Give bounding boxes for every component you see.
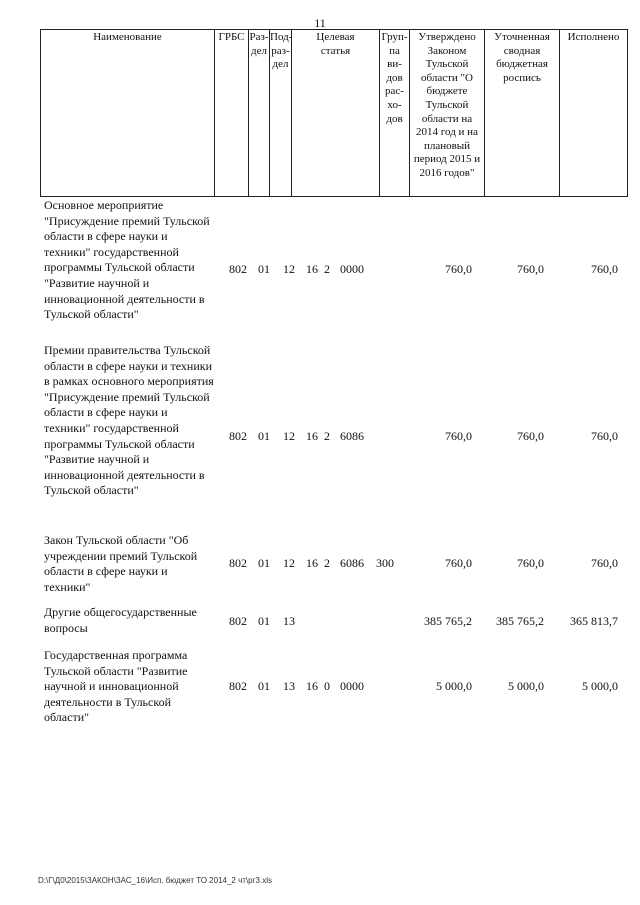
table-header: [40, 29, 628, 197]
row-target-code: 0000: [340, 679, 364, 693]
row-refined: 385 765,2: [496, 614, 544, 628]
row-name: Государственная программа Тульской области "Развитие научной и инновационной деятельности в Тульской области": [44, 648, 188, 725]
page-number: 11: [314, 16, 326, 30]
row-name: Закон Тульской области "Об учреждении премий Тульской области в сфере науки и техники": [44, 533, 198, 594]
row-target-code: 0000: [340, 262, 364, 276]
row-executed: 5 000,0: [582, 679, 618, 693]
row-target-code: 6086: [340, 556, 364, 570]
row-grbs: 802: [229, 679, 247, 693]
header-approved: Утверждено Законом Тульской области "О бюджете Тульской области на 2014 год и на плановый период 2015 и 2016 годов": [410, 30, 485, 197]
row-target-program: 16: [306, 679, 318, 693]
row-refined: 760,0: [517, 262, 544, 276]
table-row: [40, 343, 630, 533]
row-executed: 365 813,7: [570, 614, 618, 628]
row-target-program: 16: [306, 262, 318, 276]
row-podrazdel: 12: [283, 262, 295, 276]
row-grbs: 802: [229, 614, 247, 628]
row-name: Другие общегосударственные вопросы: [44, 605, 197, 635]
row-group: 300: [376, 556, 394, 570]
row-target-sub: 2: [324, 556, 330, 570]
header-podrazdel: Под- раз- дел: [270, 30, 292, 197]
row-approved: 760,0: [445, 556, 472, 570]
row-podrazdel: 12: [283, 556, 295, 570]
row-grbs: 802: [229, 429, 247, 443]
row-target-code: 6086: [340, 429, 364, 443]
header-razdel: Раз- дел: [249, 30, 270, 197]
row-name: Основное мероприятие "Присуждение премий Тульской области в сфере науки и техники" государственной программы Тульской области "Развитие научной и инновационной деятельности в Тульской области": [44, 198, 210, 322]
row-executed: 760,0: [591, 429, 618, 443]
header-target: Целевая статья: [292, 30, 380, 197]
row-approved: 5 000,0: [436, 679, 472, 693]
header-executed: Исполнено: [560, 30, 628, 197]
row-podrazdel: 13: [283, 679, 295, 693]
table-row: [40, 533, 630, 605]
table-row: [40, 198, 630, 343]
row-grbs: 802: [229, 556, 247, 570]
row-podrazdel: 13: [283, 614, 295, 628]
header-refined: Уточненная сводная бюджетная роспись: [485, 30, 560, 197]
row-approved: 385 765,2: [424, 614, 472, 628]
table-row: [40, 605, 630, 647]
row-approved: 760,0: [445, 429, 472, 443]
row-razdel: 01: [258, 614, 270, 628]
row-executed: 760,0: [591, 556, 618, 570]
row-target-program: 16: [306, 556, 318, 570]
row-name: Премии правительства Тульской области в сфере науки и техники в рамках основного мероприятия "Присуждение премий Тульской области в сфере науки и техники" государственной программы Тульской области "Развитие научной и инновационной деятельности в Тульской области": [44, 343, 214, 498]
row-refined: 5 000,0: [508, 679, 544, 693]
row-target-program: 16: [306, 429, 318, 443]
row-target-sub: 0: [324, 679, 330, 693]
table-row: [40, 648, 630, 738]
row-razdel: 01: [258, 429, 270, 443]
row-grbs: 802: [229, 262, 247, 276]
header-name: Наименование: [41, 30, 215, 197]
row-razdel: 01: [258, 262, 270, 276]
row-podrazdel: 12: [283, 429, 295, 443]
row-executed: 760,0: [591, 262, 618, 276]
row-refined: 760,0: [517, 429, 544, 443]
row-razdel: 01: [258, 679, 270, 693]
file-path-footer: D:\Г\Д0\2015\ЗАКОН\ЗАС_16\Исп. бюджет ТО 2014_2 чт\рг3.xls: [38, 876, 272, 885]
row-target-sub: 2: [324, 262, 330, 276]
row-refined: 760,0: [517, 556, 544, 570]
row-approved: 760,0: [445, 262, 472, 276]
header-grbs: ГРБС: [215, 30, 249, 197]
row-target-sub: 2: [324, 429, 330, 443]
row-razdel: 01: [258, 556, 270, 570]
header-group: Груп- па ви- дов рас- хо- дов: [380, 30, 410, 197]
